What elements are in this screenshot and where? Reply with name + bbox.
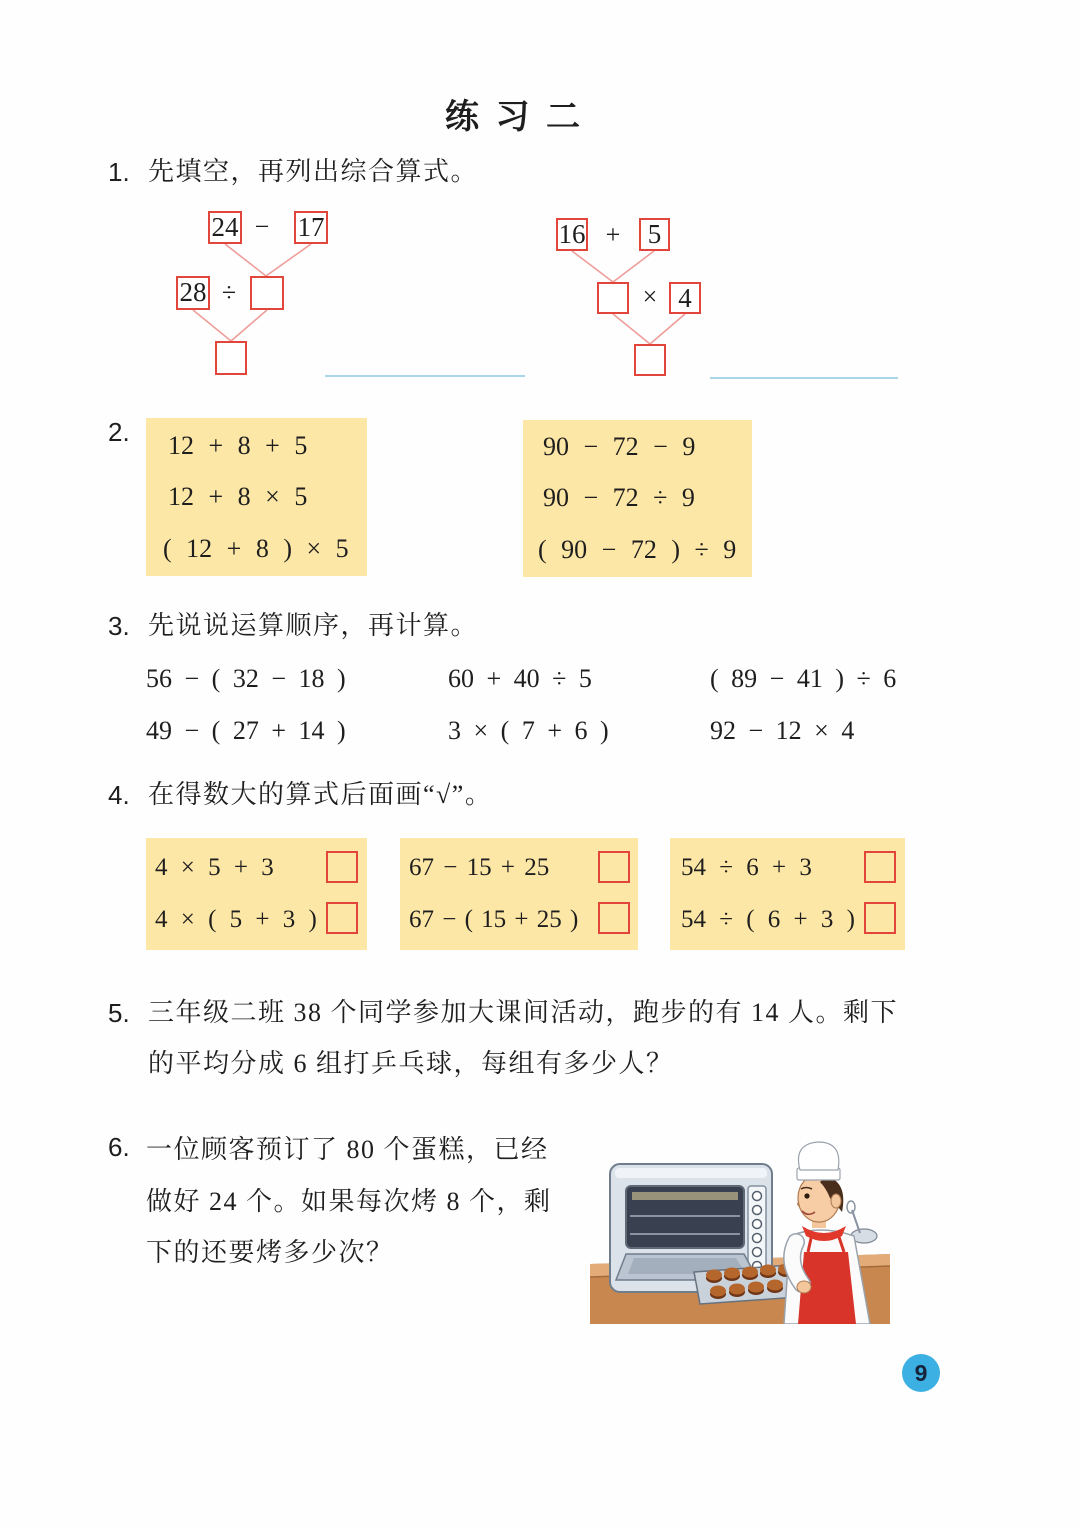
q2-expression: 12 + 8 × 5: [168, 482, 308, 511]
tree-a-blank-result[interactable]: [215, 341, 247, 375]
q4-check-box[interactable]: [598, 851, 630, 883]
q4-check-box[interactable]: [598, 902, 630, 934]
tree-b-link: [572, 251, 613, 282]
q4-prompt: 在得数大的算式后面画“√”。: [148, 780, 493, 809]
q3-prompt: 先说说运算顺序，再计算。: [148, 611, 479, 640]
q2-panel-b: [523, 420, 752, 577]
q3-expression: 3 × ( 7 + 6 ): [448, 716, 609, 745]
q2-expression: 90 − 72 ÷ 9: [543, 483, 695, 512]
page-title: 练 习 二: [445, 99, 584, 136]
q6-text-line: 一位顾客预订了 80 个蛋糕，已经: [146, 1135, 549, 1164]
tree-b-link: [613, 251, 654, 282]
tree-a-divide-operator: ÷: [221, 278, 237, 307]
q3-expression: 56 − ( 32 − 18 ): [146, 664, 346, 693]
tree-b-plus-operator: +: [605, 220, 621, 249]
q2-panel-a: [146, 418, 367, 576]
q3-expression: 60 + 40 ÷ 5: [448, 664, 592, 693]
q4-expression: 54 ÷ ( 6 + 3 ): [681, 906, 855, 933]
tree-b-box-5: 5: [639, 218, 670, 251]
tree-b-blank-sum[interactable]: [597, 282, 629, 314]
q1-number: 1.: [108, 157, 130, 187]
tree-b-link: [650, 314, 685, 344]
q4-expression: 67 − 15 + 25: [409, 854, 550, 881]
q4-expression: 54 ÷ 6 + 3: [681, 854, 812, 881]
q1-diagram-lines: [0, 0, 1080, 400]
q4-check-box[interactable]: [326, 902, 358, 934]
tree-a-box-17: 17: [294, 211, 328, 244]
q3-expression: 49 − ( 27 + 14 ): [146, 716, 346, 745]
tree-b-blank-result[interactable]: [634, 344, 666, 376]
q3-number: 3.: [108, 611, 130, 641]
tree-a-box-28: 28: [176, 276, 210, 310]
tree-a-link: [266, 244, 311, 276]
chef-baking-cupcakes-icon: [590, 1138, 890, 1324]
tree-a-minus-operator: −: [254, 212, 270, 241]
tree-a-link: [231, 310, 267, 341]
tree-a-box-24: 24: [208, 211, 242, 244]
q3-expression: ( 89 − 41 ) ÷ 6: [710, 664, 897, 693]
q4-panel-1: [146, 838, 367, 950]
q6-number: 6.: [108, 1132, 130, 1162]
tree-b-box-4: 4: [669, 282, 701, 314]
q2-expression: 12 + 8 + 5: [168, 431, 308, 460]
q2-expression: ( 12 + 8 ) × 5: [163, 534, 349, 563]
q2-expression: ( 90 − 72 ) ÷ 9: [538, 535, 737, 564]
q1-prompt: 先填空，再列出综合算式。: [148, 157, 479, 186]
q4-expression: 4 × ( 5 + 3 ): [155, 906, 317, 933]
q4-panel-3: [670, 838, 905, 950]
q4-check-box[interactable]: [864, 902, 896, 934]
q4-expression: 67 − ( 15 + 25 ): [409, 906, 579, 933]
q4-check-box[interactable]: [326, 851, 358, 883]
q6-text-line: 下的还要烤多少次？: [146, 1238, 394, 1267]
q4-check-box[interactable]: [864, 851, 896, 883]
q5-text-line: 三年级二班 38 个同学参加大课间活动，跑步的有 14 人。剩下: [148, 998, 899, 1027]
q5-number: 5.: [108, 998, 130, 1028]
tree-a-link: [193, 310, 231, 341]
tree-a-blank-difference[interactable]: [250, 276, 284, 310]
q2-expression: 90 − 72 − 9: [543, 432, 696, 461]
q2-number: 2.: [108, 417, 130, 447]
tree-b-times-operator: ×: [642, 282, 658, 311]
q4-expression: 4 × 5 + 3: [155, 854, 274, 881]
tree-b-box-16: 16: [556, 218, 588, 251]
q6-text-line: 做好 24 个。如果每次烤 8 个，剩: [146, 1187, 552, 1216]
chef: [784, 1142, 877, 1324]
q5-text-line: 的平均分成 6 组打乒乓球，每组有多少人？: [148, 1049, 674, 1078]
q4-panel-2: [400, 838, 638, 950]
tree-a-link: [225, 244, 266, 276]
q3-expression: 92 − 12 × 4: [710, 716, 855, 745]
tree-b-link: [613, 314, 650, 344]
page-number-badge: 9: [902, 1354, 940, 1392]
q4-number: 4.: [108, 780, 130, 810]
